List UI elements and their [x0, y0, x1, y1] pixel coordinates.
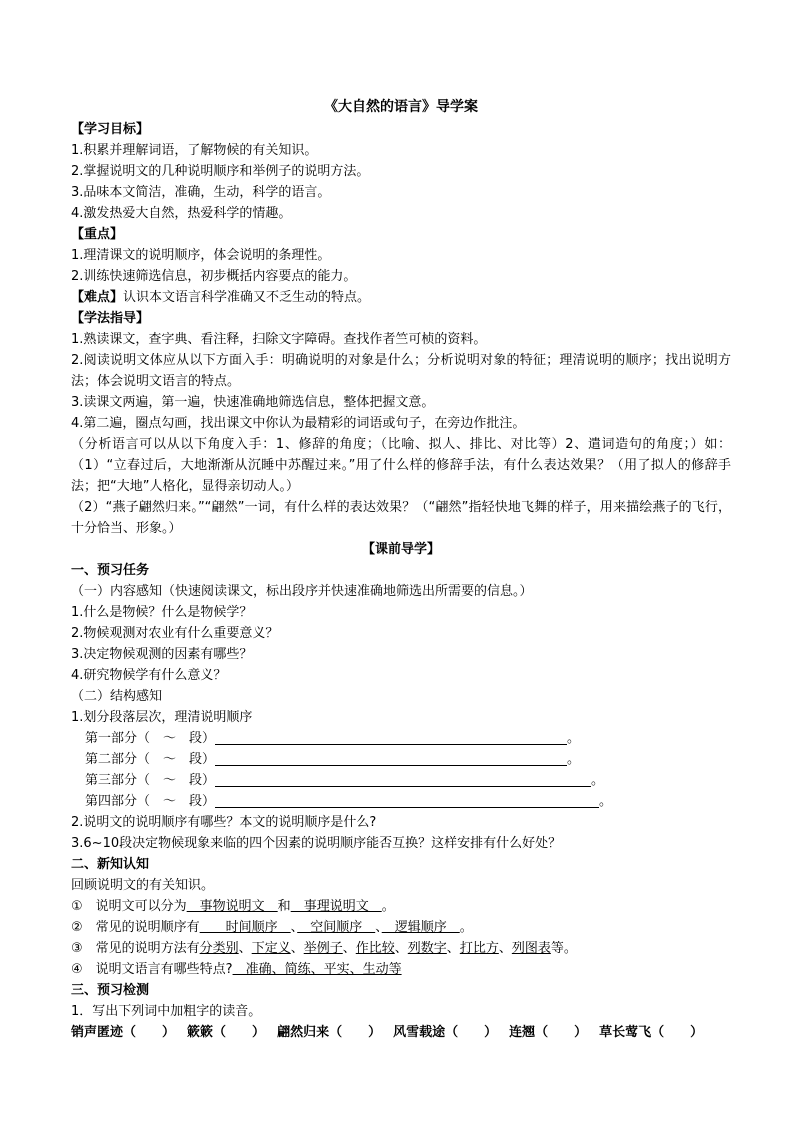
part-label: 第一部分（ ～ 段）	[85, 731, 216, 746]
answer-text: 分类别	[199, 941, 239, 956]
answer-text: 准确、简练、平实、生动等	[232, 962, 402, 977]
answer-bracket[interactable]: （ ）	[651, 1025, 704, 1040]
content-item: 3.决定物候观测的因素有哪些？	[71, 647, 253, 662]
keypoint-item: 1.理清课文的说明顺序，体会说明的条理性。	[71, 248, 331, 263]
question-text: ② 常见的说明顺序有	[71, 920, 200, 935]
answer-text: 事物说明文	[186, 899, 278, 914]
question-text: 等。	[550, 941, 577, 956]
method-item: 3.读课文两遍，第一遍，快速准确地筛选信息，整体把握文意。	[71, 395, 435, 410]
part-row	[71, 770, 731, 791]
answer-text: 逻辑顺序	[381, 920, 460, 935]
part-end: 。	[591, 773, 605, 788]
content-item: 4.研究物候学有什么意义？	[71, 668, 227, 683]
separator: 、	[290, 941, 304, 956]
method-item: 4.第二遍，圈点勾画，找出课文中你认为最精彩的词语或句子，在旁边作批注。	[71, 416, 526, 431]
content-item: 1.什么是物候？什么是物候学？	[71, 605, 253, 620]
knowledge-intro: 回顾说明文的有关知识。	[71, 878, 215, 893]
objective-item: 3.品味本文简洁，准确，生动，科学的语言。	[71, 185, 331, 200]
answer-text: 时间顺序	[199, 920, 291, 935]
preclass-heading: 【课前导学】	[361, 542, 440, 557]
separator: 、	[498, 941, 512, 956]
word: 连翘	[509, 1025, 536, 1040]
question-text: ④ 说明文语言有哪些特点?	[71, 962, 233, 977]
difficulty-line	[71, 287, 731, 308]
difficulty-text: 认识本文语言科学准确又不乏生动的特点。	[123, 290, 371, 305]
question-text: 和	[277, 899, 291, 914]
answer-text: 事理说明文	[290, 899, 382, 914]
question-text: 。	[459, 920, 473, 935]
answer-text: 作比较	[355, 941, 395, 956]
answer-bracket[interactable]: （ ）	[123, 1025, 176, 1040]
part-label: 第四部分（ ～ 段）	[85, 794, 216, 809]
question-text: 。	[381, 899, 395, 914]
answer-text: 打比方	[459, 941, 499, 956]
part-end: 。	[567, 752, 581, 767]
section-heading: 一、预习任务	[71, 563, 150, 578]
answer-blank[interactable]	[215, 793, 599, 808]
answer-blank[interactable]	[215, 730, 567, 745]
knowledge-question-2	[71, 917, 731, 938]
content-item: 2.物候观测对农业有什么重要意义？	[71, 626, 279, 641]
separator: 、	[238, 941, 252, 956]
knowledge-question-3	[71, 938, 731, 959]
method-note: （2）“燕子翩然归来。”“翩然”一词，有什么样的表达效果？（“翩然”指轻快地飞舞的样子，用来描绘燕子的飞行，十分恰当、形象。）	[71, 500, 731, 536]
answer-text: 举例子	[303, 941, 343, 956]
difficulty-heading: 【难点】	[71, 290, 124, 305]
question-text: ③ 常见的说明方法有	[71, 941, 200, 956]
keypoint-item: 2.训练快速筛选信息，初步概括内容要点的能力。	[71, 269, 357, 284]
answer-text: 列数字	[407, 941, 447, 956]
word: 簌簌	[187, 1025, 214, 1040]
structure-heading: （二）结构感知	[71, 689, 163, 704]
structure-question: 3.6~10段决定物候现象来临的四个因素的说明顺序能否互换？这样安排有什么好处？	[71, 836, 562, 851]
answer-bracket[interactable]: （ ）	[445, 1025, 498, 1040]
content-heading: （一）内容感知（快速阅读课文，标出段序并快速准确地筛选出所需要的信息。）	[71, 584, 533, 599]
section-heading: 二、新知认知	[71, 857, 150, 872]
method-note: （分析语言可以从以下角度入手：1、修辞的角度；（比喻、拟人、排比、对比等）2、遣词造句的角度；）如：（1）“立春过后，大地渐渐从沉睡中苏醒过来。”用了什么样的修辞手法，有什么表达效果？（用了拟人的修辞手法；把“大地”人格化，显得亲切动人。）	[71, 437, 731, 494]
knowledge-question-1	[71, 896, 731, 917]
answer-blank[interactable]	[215, 751, 567, 766]
word: 销声匿迹	[71, 1025, 124, 1040]
word: 草长莺飞	[599, 1025, 652, 1040]
part-end: 。	[599, 794, 613, 809]
answer-bracket[interactable]: （ ）	[535, 1025, 588, 1040]
part-label: 第二部分（ ～ 段）	[85, 752, 216, 767]
section-heading: 三、预习检测	[71, 983, 150, 998]
answer-blank[interactable]	[215, 772, 591, 787]
keypoints-heading: 【重点】	[71, 227, 124, 242]
part-row	[71, 749, 731, 770]
answer-text: 列图表	[511, 941, 551, 956]
word: 风雪载途	[393, 1025, 446, 1040]
separator: 、	[342, 941, 356, 956]
part-row	[71, 728, 731, 749]
separator: 、	[290, 920, 298, 935]
answer-text: 空间顺序	[297, 920, 376, 935]
pinyin-row	[71, 1022, 731, 1043]
method-heading: 【学法指导】	[71, 311, 150, 326]
page-title: 《大自然的语言》导学案	[324, 99, 478, 115]
worksheet	[71, 96, 731, 1043]
method-item: 2.阅读说明文体应从以下方面入手：明确说明的对象是什么；分析说明对象的特征；理清说明的顺序；找出说明方法；体会说明文语言的特点。	[71, 353, 731, 389]
knowledge-question-4	[71, 959, 731, 980]
structure-question: 1.划分段落层次，理清说明顺序	[71, 710, 253, 725]
question-text: ① 说明文可以分为	[71, 899, 187, 914]
check-question: 1．写出下列词中加粗字的读音。	[71, 1004, 262, 1019]
separator: 、	[375, 920, 382, 935]
answer-bracket[interactable]: （ ）	[329, 1025, 382, 1040]
method-item: 1.熟读课文，查字典、看注释，扫除文字障碍。查找作者竺可桢的资料。	[71, 332, 487, 347]
part-label: 第三部分（ ～ 段）	[85, 773, 216, 788]
separator: 、	[446, 941, 460, 956]
answer-bracket[interactable]: （ ）	[213, 1025, 266, 1040]
separator: 、	[394, 941, 408, 956]
word: 翩然归来	[277, 1025, 330, 1040]
structure-question: 2.说明文的说明顺序有哪些？本文的说明顺序是什么?	[71, 815, 377, 830]
part-row	[71, 791, 731, 812]
objectives-heading: 【学习目标】	[71, 122, 150, 137]
objective-item: 2.掌握说明文的几种说明顺序和举例子的说明方法。	[71, 164, 370, 179]
objective-item: 1.积累并理解词语，了解物候的有关知识。	[71, 143, 318, 158]
part-end: 。	[567, 731, 581, 746]
objective-item: 4.激发热爱大自然，热爱科学的情趣。	[71, 206, 292, 221]
answer-text: 下定义	[251, 941, 291, 956]
